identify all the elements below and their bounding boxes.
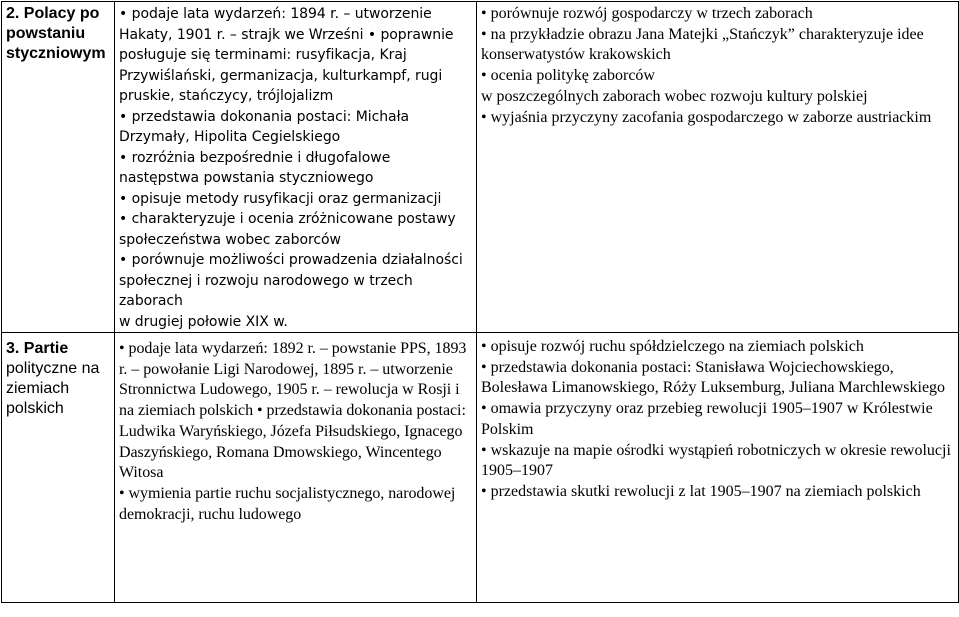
table-row xyxy=(2,333,959,603)
requirement-item: • wymienia partie ruchu socjalistycznego, narodowej demokracji, ruchu ludowego xyxy=(119,484,456,523)
table-row xyxy=(2,2,959,333)
curriculum-table xyxy=(1,1,959,603)
requirement-item: • podaje lata wydarzeń: 1892 r. – powstanie PPS, 1893 r. – powołanie Ligi Narodowej, 1895 r. – utworzenie Stronnictwa Ludowego, 1905 r. – rewolucja w Rosji i na ziemiach polskich • przedstawia dokonania postaci: Ludwika Waryńskiego, Józefa Piłsudskiego, Ignacego Daszyńskiego, Romana Dmowskiego, Wincentego Witosa xyxy=(119,340,467,482)
requirement-item: • opisuje metody rusyfikacji oraz germanizacji xyxy=(119,190,442,207)
topic-title-rest: powstaniu styczniowym xyxy=(6,25,106,62)
requirement-item: • przedstawia dokonania postaci: Stanisława Wojciechowskiego, Bolesława Limanowskiego, Róży Luksemburg, Juliana Marchlewskiego xyxy=(481,358,946,397)
requirement-item: • ocenia politykę zaborców xyxy=(481,67,655,85)
topic-title: 2. Polacy po xyxy=(6,5,100,22)
topic-cell xyxy=(2,2,115,333)
topic-title-rest: polityczne na ziemiach polskich xyxy=(6,360,100,417)
requirement-item: • podaje lata wydarzeń: 1894 r. – utworzenie Hakaty, 1901 r. – strajk we Wrześni • poprawnie posługuje się terminami: rusyfikacja, Kraj Przywiślański, germanizacja, kulturkampf, rugi pruskie, stańczycy, trójlojalizm xyxy=(119,6,454,104)
requirement-item: • opisuje rozwój ruchu spółdzielczego na ziemiach polskich xyxy=(481,338,864,355)
requirement-item: w drugiej połowie XIX w. xyxy=(119,313,288,330)
topic-title: 3. Partie xyxy=(6,340,69,357)
requirement-item: • omawia przyczyny oraz przebieg rewolucji 1905–1907 w Królestwie Polskim xyxy=(481,400,933,438)
requirements-basic-cell xyxy=(115,333,477,603)
requirements-advanced-cell xyxy=(477,2,959,333)
requirement-item: • rozróżnia bezpośrednie i długofalowe następstwa powstania styczniowego xyxy=(119,149,391,186)
requirement-item: • przedstawia dokonania postaci: Michała Drzymały, Hipolita Cegielskiego xyxy=(119,108,410,145)
topic-cell xyxy=(2,333,115,603)
requirements-basic-cell xyxy=(115,2,477,333)
requirement-item: • porównuje rozwój gospodarczy w trzech zaborach xyxy=(481,5,813,22)
requirement-item: • wskazuje na mapie ośrodki wystąpień robotniczych w okresie rewolucji 1905–1907 xyxy=(481,441,951,480)
requirement-item: • na przykładzie obrazu Jana Matejki „Stańczyk” charakteryzuje idee konserwatystów krakowskich xyxy=(481,25,924,64)
requirement-item: w poszczególnych zaborach wobec rozwoju kultury polskiej xyxy=(481,87,868,105)
requirement-item: • charakteryzuje i ocenia zróżnicowane postawy społeczeństwa wobec zaborców xyxy=(119,211,456,248)
requirement-item: • porównuje możliwości prowadzenia działalności społecznej i rozwoju narodowego w trzech zaborach xyxy=(119,252,463,309)
requirements-advanced-cell xyxy=(477,333,959,603)
requirement-item: • wyjaśnia przyczyny zacofania gospodarczego w zaborze austriackim xyxy=(481,108,932,126)
requirement-item: • przedstawia skutki rewolucji z lat 1905–1907 na ziemiach polskich xyxy=(481,482,921,500)
